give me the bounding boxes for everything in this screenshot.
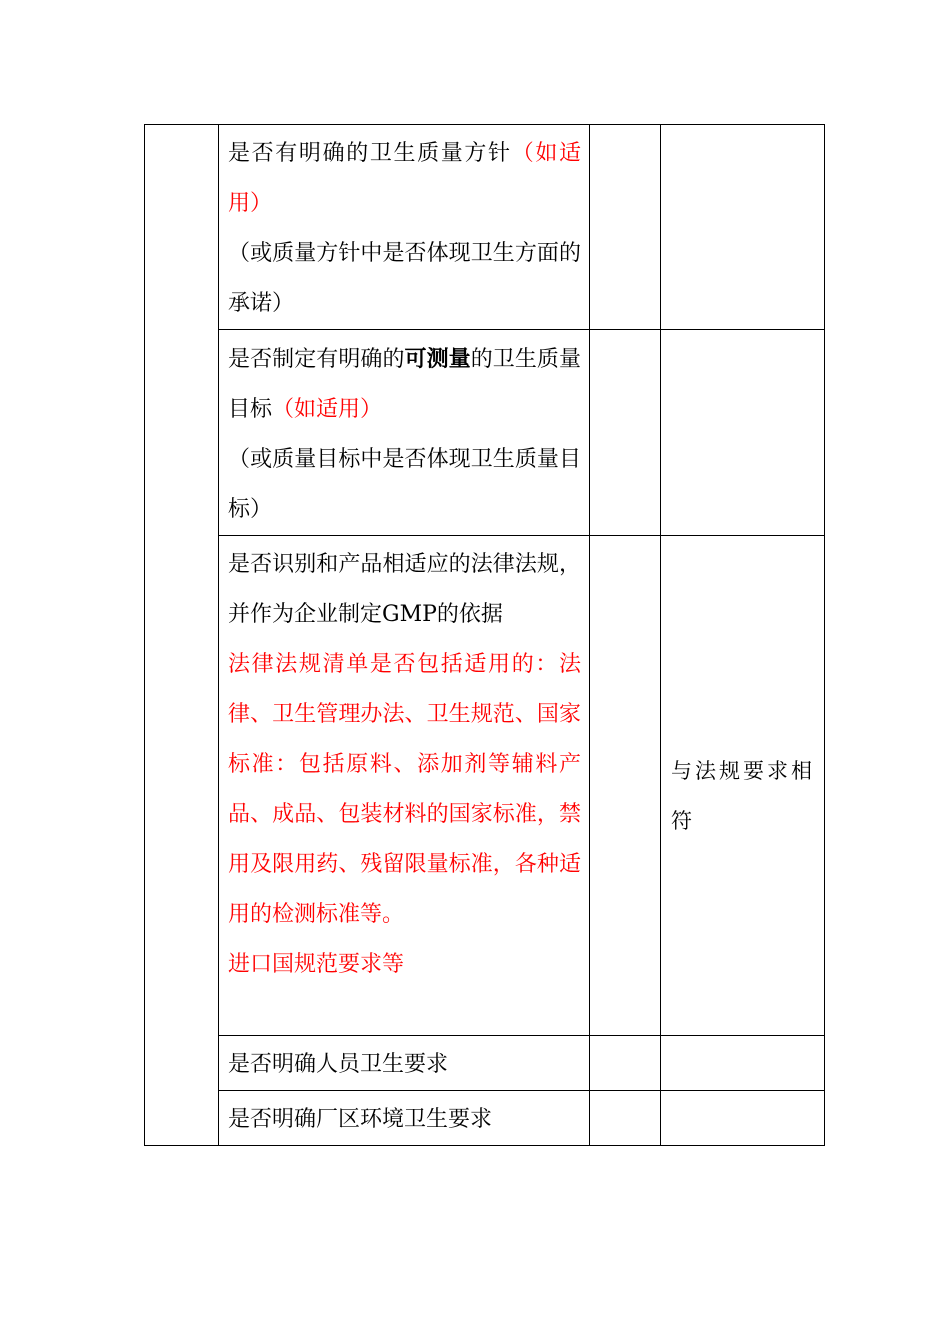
item-question: 是否识别和产品相适应的法律法规，并作为企业制定GMP的依据 (228, 552, 581, 627)
category-cell (145, 125, 219, 1146)
question-text: 是否有明确的卫生质量方针 (228, 141, 512, 166)
checklist-item-text (219, 1036, 589, 1090)
checklist-item-text (219, 536, 589, 990)
audit-checklist-table (144, 124, 825, 1146)
question-text: 的卫生质量目标 (228, 347, 581, 422)
regulation-list-note: 法律法规清单是否包括适用的：法律、卫生管理办法、卫生规范、国家标准：包括原料、添加剂等辅料产品、成品、包装材料的国家标准，禁用及限用药、残留限量标准，各种适用的检测标准等。 (228, 652, 581, 927)
table-row (145, 125, 825, 330)
import-country-note: 进口国规范要求等 (228, 952, 405, 977)
emphasis-text: 可测量 (404, 346, 471, 372)
result-cell (590, 125, 661, 330)
alternative-note: （或质量方针中是否体现卫生方面的承诺） (228, 241, 581, 316)
checklist-item-cell (219, 1091, 590, 1146)
result-cell (590, 1036, 661, 1091)
checklist-item-text (219, 1091, 589, 1145)
item-question: 是否明确厂区环境卫生要求 (228, 1107, 493, 1132)
remark-cell (661, 536, 825, 1036)
table-row (145, 330, 825, 536)
remark-cell (661, 125, 825, 330)
checklist-item-cell (219, 1036, 590, 1091)
table-row (145, 536, 825, 1036)
checklist-item-text (219, 330, 589, 535)
result-cell (590, 1091, 661, 1146)
alternative-note: （或质量目标中是否体现卫生质量目标） (228, 447, 581, 522)
checklist-item-cell (219, 125, 590, 330)
question-text: 是否制定有明确的 (228, 347, 405, 372)
item-question: 是否明确人员卫生要求 (228, 1052, 449, 1077)
checklist-item-text (219, 125, 589, 329)
table-row (145, 1091, 825, 1146)
item-question (228, 129, 581, 229)
remark-text: 与法规要求相符 (671, 759, 815, 833)
table-row (145, 1036, 825, 1091)
remark-cell (661, 1036, 825, 1091)
result-cell (590, 330, 661, 536)
applicability-note: （如适用） (272, 397, 383, 422)
checklist-item-cell (219, 536, 590, 1036)
checklist-item-cell (219, 330, 590, 536)
remark-cell (661, 330, 825, 536)
applicability-note: （如适用） (228, 141, 581, 216)
item-question (228, 334, 581, 435)
remark-cell (661, 1091, 825, 1146)
result-cell (590, 536, 661, 1036)
